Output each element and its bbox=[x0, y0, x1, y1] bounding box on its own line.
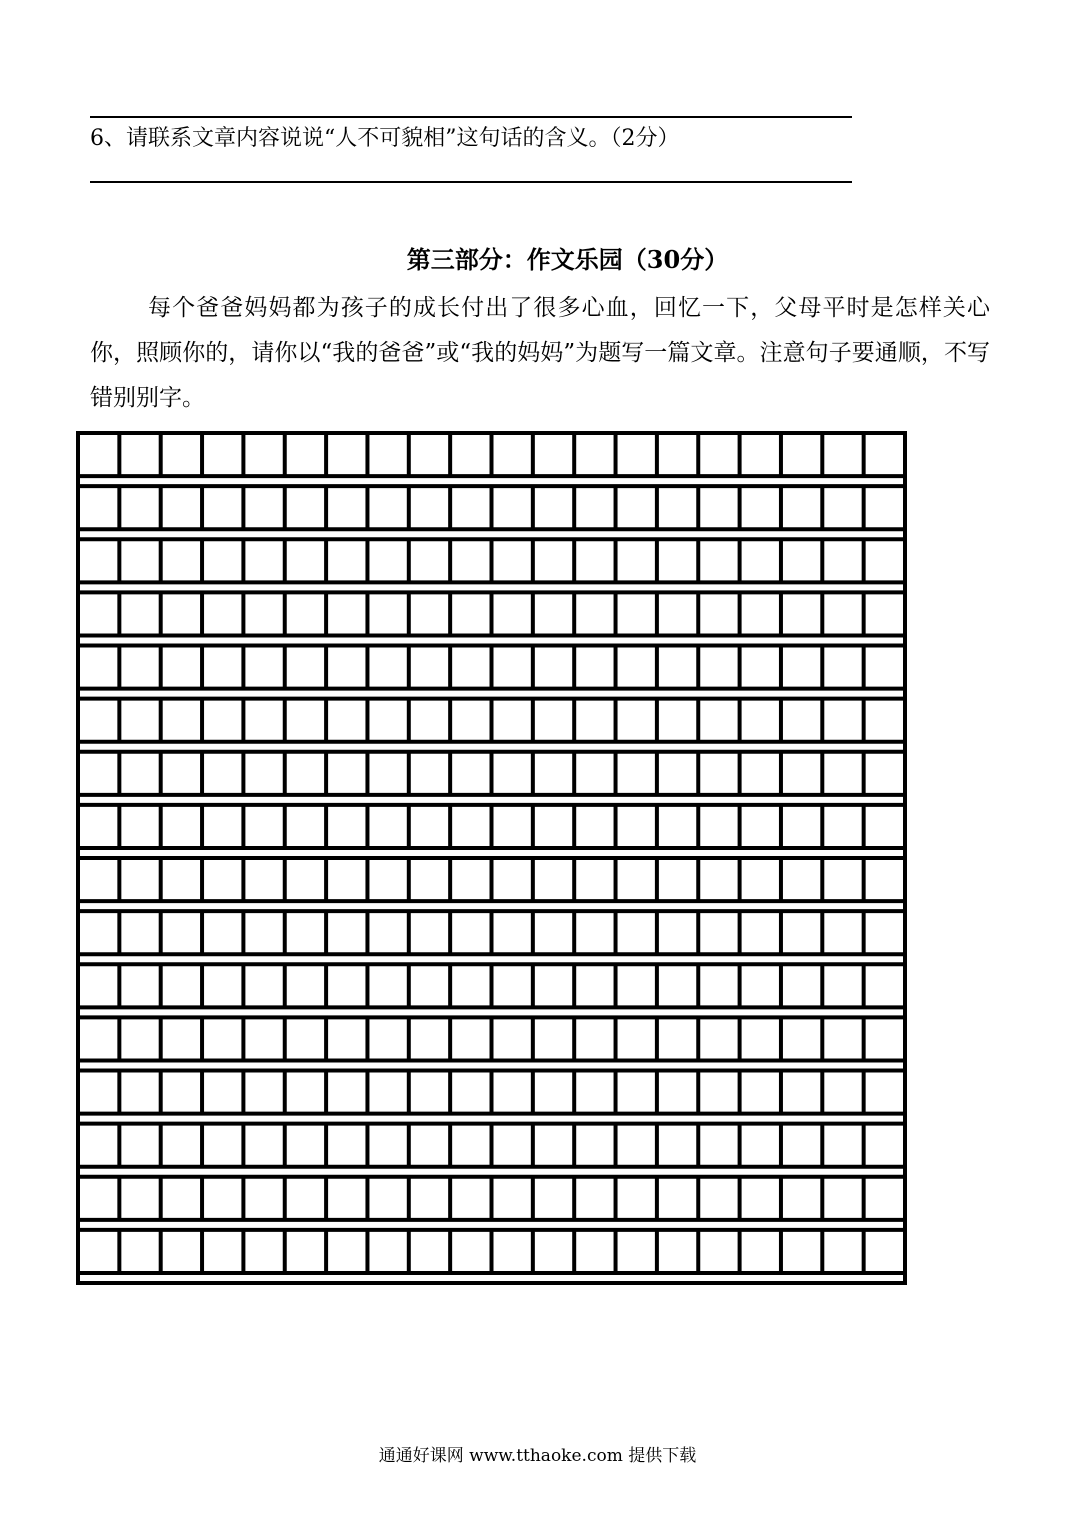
writing-grid[interactable] bbox=[76, 431, 907, 1289]
essay-prompt: 每个爸爸妈妈都为孩子的成长付出了很多心血，回忆一下，父母平时是怎样关心你，照顾你的，请你以“我的爸爸”或“我的妈妈”为题写一篇文章。注意句子要通顺，不写错别别字。 bbox=[90, 295, 990, 411]
question-6: 6、请联系文章内容说说“人不可貌相”这句话的含义。（2分） bbox=[90, 126, 680, 151]
writing-grid-svg bbox=[76, 431, 907, 1285]
footer-credit: 通通好课网 www.tthaoke.com 提供下载 bbox=[378, 1446, 697, 1466]
answer-line-question-6 bbox=[90, 181, 852, 183]
section-title: 第三部分：作文乐园（30分） bbox=[406, 245, 729, 274]
answer-line-top bbox=[90, 116, 852, 118]
